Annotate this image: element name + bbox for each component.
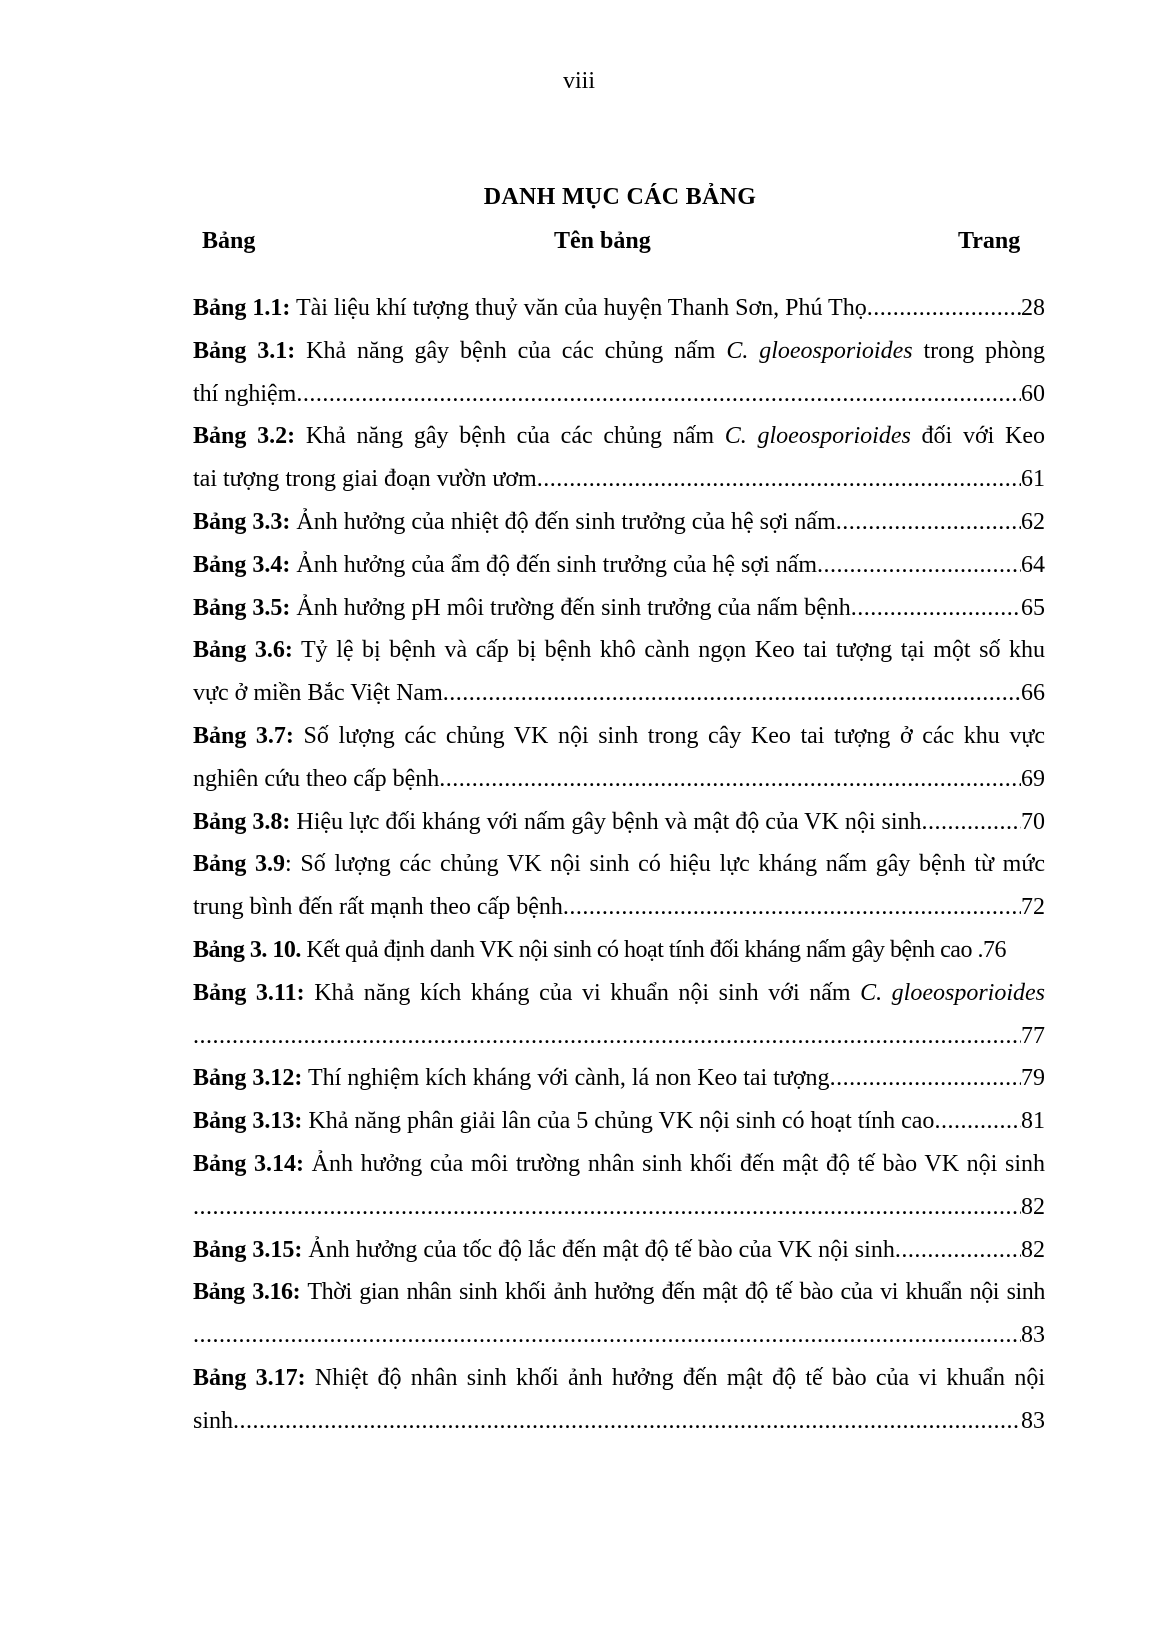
leader-dots: [934, 1100, 1021, 1143]
leader-dots: [563, 886, 1021, 929]
entry-page: 81: [1021, 1108, 1045, 1135]
toc-entry[interactable]: [193, 1229, 1045, 1272]
page-title: DANH MỤC CÁC BẢNG: [483, 184, 757, 210]
page-number: viii: [562, 68, 595, 94]
entry-label: Bảng 1.1:: [193, 295, 291, 321]
toc-entry[interactable]: [193, 843, 1045, 929]
entry-title: Thời gian nhân sinh khối ảnh hưởng đến mật độ tế bào của vi khuẩn nội sinh: [307, 1279, 1045, 1306]
entry-title: Khả năng phân giải lân của 5 chủng VK nội sinh có hoạt tính cao: [308, 1108, 935, 1135]
entry-label: Bảng 3.13:: [193, 1108, 303, 1135]
leader-dots: [830, 1057, 1021, 1100]
table-of-tables: [193, 287, 1045, 1443]
entry-title: trong phòng: [912, 337, 1045, 364]
toc-entry[interactable]: [193, 287, 1045, 330]
entry-title-cont: tai tượng trong giai đoạn vườn ươm: [193, 466, 537, 493]
entry-page: 66: [1021, 680, 1045, 707]
leader-dots: [233, 1400, 1021, 1443]
entry-page: 79: [1021, 1065, 1045, 1092]
entry-label: Bảng 3.15:: [193, 1236, 303, 1263]
entry-label: Bảng 3. 10.: [193, 936, 301, 963]
entry-title: Ảnh hưởng của tốc độ lắc đến mật độ tế bào của VK nội sinh: [308, 1236, 895, 1263]
entry-title: Hiệu lực đối kháng với nấm gây bệnh và mật độ của VK nội sinh: [296, 808, 922, 835]
entry-title: Số lượng các chủng VK nội sinh trong cây Keo tai tượng ở các khu vực: [303, 722, 1045, 749]
entry-page: 65: [1021, 594, 1045, 621]
entry-title: Khả năng gây bệnh của các chủng nấm: [306, 337, 727, 364]
entry-title: Ảnh hưởng pH môi trường đến sinh trưởng của nấm bệnh: [296, 594, 851, 621]
entry-page: 83: [1021, 1407, 1045, 1434]
entry-label: Bảng 3.17:: [193, 1364, 306, 1391]
entry-page: 82: [1021, 1236, 1045, 1263]
leader-dots: [867, 287, 1021, 330]
toc-entry[interactable]: [193, 1100, 1045, 1143]
entry-title: Ảnh hưởng của môi trường nhân sinh khối đến mật độ tế bào VK nội sinh: [311, 1150, 1045, 1177]
leader-dots: [193, 1186, 1021, 1229]
entry-title: Kết quả định danh VK nội sinh có hoạt tính đối kháng nấm gây bệnh cao .: [306, 936, 983, 963]
entry-title: Ảnh hưởng của ẩm độ đến sinh trưởng của hệ sợi nấm: [296, 551, 818, 578]
column-header-table: Bảng: [202, 228, 256, 254]
entry-title: Ảnh hưởng của nhiệt độ đến sinh trưởng của hệ sợi nấm: [296, 508, 836, 535]
entry-label: Bảng 3.12:: [193, 1065, 303, 1092]
entry-title: Thí nghiệm kích kháng với cành, lá non Keo tai tượng: [307, 1065, 830, 1092]
entry-page: 60: [1021, 380, 1045, 407]
column-header-name: Tên bảng: [554, 228, 651, 254]
entry-label: Bảng 3.2:: [193, 423, 296, 450]
entry-title-cont: trung bình đến rất mạnh theo cấp bệnh: [193, 894, 563, 921]
toc-entry[interactable]: [193, 1143, 1045, 1229]
entry-label: Bảng 3.11:: [193, 979, 305, 1006]
entry-label: Bảng 3.14:: [193, 1150, 304, 1177]
entry-title-cont: sinh: [193, 1407, 234, 1434]
entry-page: 77: [1021, 1022, 1045, 1049]
entry-page: 76: [982, 936, 1006, 963]
toc-entry[interactable]: [193, 629, 1045, 715]
entry-title: Tài liệu khí tượng thuỷ văn của huyện Thanh Sơn, Phú Thọ: [295, 295, 867, 321]
entry-label: Bảng 3.9: [193, 851, 286, 878]
leader-dots: [851, 587, 1021, 630]
column-header-page: Trang: [958, 228, 1021, 254]
entry-title-cont: nghiên cứu theo cấp bệnh: [193, 765, 440, 792]
entry-title: Tỷ lệ bị bệnh và cấp bị bệnh khô cành ngọn Keo tai tượng tại một số khu: [301, 637, 1045, 664]
entry-page: 69: [1021, 765, 1045, 792]
leader-dots: [836, 501, 1021, 544]
leader-dots: [439, 758, 1021, 801]
leader-dots: [443, 672, 1021, 715]
toc-entry[interactable]: [193, 544, 1045, 587]
toc-entry[interactable]: [193, 1357, 1045, 1443]
toc-entry[interactable]: [193, 1057, 1045, 1100]
entry-page: 72: [1021, 894, 1045, 921]
entry-page: 70: [1021, 808, 1045, 835]
entry-page: 62: [1021, 508, 1045, 535]
entry-title: : Số lượng các chủng VK nội sinh có hiệu lực kháng nấm gây bệnh từ mức: [285, 851, 1045, 878]
toc-entry[interactable]: [193, 1271, 1045, 1357]
leader-dots: [296, 373, 1021, 416]
entry-page: 61: [1021, 466, 1045, 493]
entry-page: 64: [1021, 551, 1045, 578]
toc-entry[interactable]: [193, 587, 1045, 630]
entry-label: Bảng 3.6:: [193, 637, 293, 664]
entry-title: Khả năng kích kháng của vi khuẩn nội sinh với nấm: [314, 979, 861, 1006]
entry-label: Bảng 3.7:: [193, 722, 294, 749]
leader-dots: [193, 1015, 1021, 1058]
entry-title-cont: thí nghiệm: [193, 380, 297, 407]
toc-entry[interactable]: [193, 929, 1045, 972]
toc-entry[interactable]: [193, 415, 1045, 501]
entry-title-italic: C. gloeosporioides: [860, 979, 1045, 1006]
entry-label: Bảng 3.1:: [193, 337, 296, 364]
leader-dots: [817, 544, 1021, 587]
entry-label: Bảng 3.8:: [193, 808, 291, 835]
leader-dots: [895, 1229, 1021, 1272]
entry-title: Nhiệt độ nhân sinh khối ảnh hưởng đến mật độ tế bào của vi khuẩn nội: [314, 1364, 1045, 1391]
entry-page: 82: [1021, 1193, 1045, 1220]
entry-label: Bảng 3.3:: [193, 508, 291, 535]
entry-title-cont: vực ở miền Bắc Việt Nam: [193, 680, 443, 707]
entry-title-italic: C. gloeosporioides: [724, 423, 911, 450]
entry-label: Bảng 3.5:: [193, 594, 291, 621]
toc-entry[interactable]: [193, 972, 1045, 1058]
leader-dots: [922, 801, 1022, 844]
entry-title: đối với Keo: [910, 423, 1045, 450]
entry-title-italic: C. gloeosporioides: [726, 337, 913, 364]
toc-entry[interactable]: [193, 330, 1045, 416]
entry-title: Khả năng gây bệnh của các chủng nấm: [305, 423, 725, 450]
toc-entry[interactable]: [193, 801, 1045, 844]
entry-label: Bảng 3.16:: [193, 1279, 301, 1306]
entry-page: 83: [1021, 1322, 1045, 1349]
leader-dots: [537, 458, 1021, 501]
leader-dots: [193, 1314, 1021, 1357]
entry-label: Bảng 3.4:: [193, 551, 291, 578]
entry-page: 28: [1021, 295, 1045, 321]
toc-entry[interactable]: [193, 715, 1045, 801]
toc-entry[interactable]: [193, 501, 1045, 544]
